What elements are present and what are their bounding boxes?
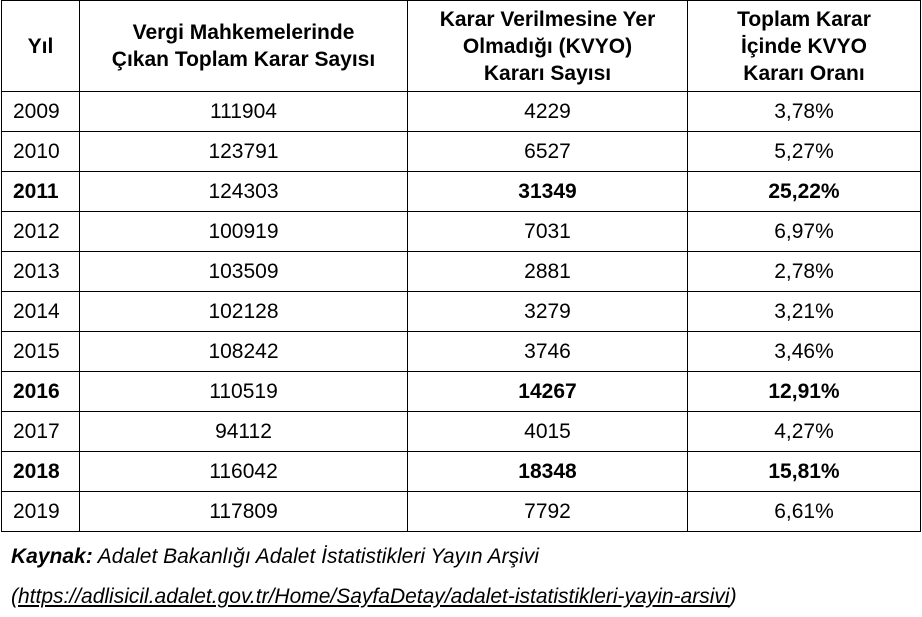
total-decisions-cell: 108242	[80, 332, 408, 372]
year-cell: 2012	[2, 212, 80, 252]
year-cell: 2017	[2, 412, 80, 452]
table-row	[2, 132, 921, 172]
header-row	[2, 1, 921, 92]
kvyo-ratio-cell: 3,46%	[688, 332, 921, 372]
table-row	[2, 292, 921, 332]
year-cell: 2013	[2, 252, 80, 292]
source-label: Kaynak:	[11, 545, 93, 568]
kvyo-count-cell: 7031	[408, 212, 688, 252]
header-kvyo-line-3: Kararı Sayısı	[483, 61, 612, 85]
table-row	[2, 412, 921, 452]
statistics-table	[1, 0, 921, 532]
kvyo-count-cell: 2881	[408, 252, 688, 292]
header-year-label: Yıl	[27, 34, 54, 58]
year-cell: 2018	[2, 452, 80, 492]
year-cell: 2010	[2, 132, 80, 172]
header-kvyo-line-1: Karar Verilmesine Yer	[439, 7, 656, 31]
header-kvyo-count	[408, 1, 688, 92]
source-open-paren: (	[11, 585, 18, 608]
total-decisions-cell: 100919	[80, 212, 408, 252]
year-cell: 2019	[2, 492, 80, 532]
header-ratio-line-2: İçinde KVYO	[740, 34, 868, 58]
source-link[interactable]: https://adlisicil.adalet.gov.tr/Home/SayfaDetay/adalet-istatistikleri-yayin-arsivi	[18, 585, 730, 608]
year-cell: 2014	[2, 292, 80, 332]
table-row	[2, 372, 921, 412]
header-ratio-line-3: Kararı Oranı	[743, 61, 865, 85]
header-kvyo-ratio	[688, 1, 921, 92]
kvyo-count-cell: 14267	[408, 372, 688, 412]
header-year	[2, 1, 80, 92]
kvyo-count-cell: 18348	[408, 452, 688, 492]
total-decisions-cell: 123791	[80, 132, 408, 172]
total-decisions-cell: 103509	[80, 252, 408, 292]
table-row	[2, 492, 921, 532]
kvyo-ratio-cell: 6,97%	[688, 212, 921, 252]
kvyo-count-cell: 7792	[408, 492, 688, 532]
kvyo-ratio-cell: 15,81%	[688, 452, 921, 492]
header-ratio-line-1: Toplam Karar	[737, 7, 871, 31]
header-total-line-1: Vergi Mahkemelerinde	[132, 21, 355, 44]
kvyo-ratio-cell: 12,91%	[688, 372, 921, 412]
kvyo-ratio-cell: 4,27%	[688, 412, 921, 452]
year-cell: 2011	[2, 172, 80, 212]
kvyo-ratio-cell: 2,78%	[688, 252, 921, 292]
kvyo-count-cell: 3279	[408, 292, 688, 332]
table-body	[2, 92, 921, 532]
kvyo-ratio-cell: 3,78%	[688, 92, 921, 132]
total-decisions-cell: 116042	[80, 452, 408, 492]
kvyo-count-cell: 6527	[408, 132, 688, 172]
total-decisions-cell: 110519	[80, 372, 408, 412]
table-row	[2, 252, 921, 292]
kvyo-count-cell: 31349	[408, 172, 688, 212]
kvyo-ratio-cell: 6,61%	[688, 492, 921, 532]
table-row	[2, 92, 921, 132]
header-kvyo-line-2: Olmadığı (KVYO)	[462, 34, 633, 58]
kvyo-ratio-cell: 3,21%	[688, 292, 921, 332]
year-cell: 2009	[2, 92, 80, 132]
source-line-2	[11, 577, 916, 617]
header-total-line-2: Çıkan Toplam Karar Sayısı	[111, 48, 376, 71]
kvyo-count-cell: 3746	[408, 332, 688, 372]
table-row	[2, 452, 921, 492]
kvyo-count-cell: 4229	[408, 92, 688, 132]
year-cell: 2016	[2, 372, 80, 412]
source-text: Adalet Bakanlığı Adalet İstatistikleri Yayın Arşivi	[92, 545, 539, 568]
year-cell: 2015	[2, 332, 80, 372]
kvyo-ratio-cell: 5,27%	[688, 132, 921, 172]
source-note	[11, 537, 916, 617]
source-line-1	[11, 537, 916, 577]
total-decisions-cell: 102128	[80, 292, 408, 332]
header-total-decisions	[80, 1, 408, 92]
total-decisions-cell: 111904	[80, 92, 408, 132]
table-row	[2, 212, 921, 252]
kvyo-ratio-cell: 25,22%	[688, 172, 921, 212]
total-decisions-cell: 124303	[80, 172, 408, 212]
total-decisions-cell: 117809	[80, 492, 408, 532]
source-close-paren: )	[729, 585, 737, 608]
total-decisions-cell: 94112	[80, 412, 408, 452]
table-row	[2, 172, 921, 212]
kvyo-count-cell: 4015	[408, 412, 688, 452]
table-row	[2, 332, 921, 372]
